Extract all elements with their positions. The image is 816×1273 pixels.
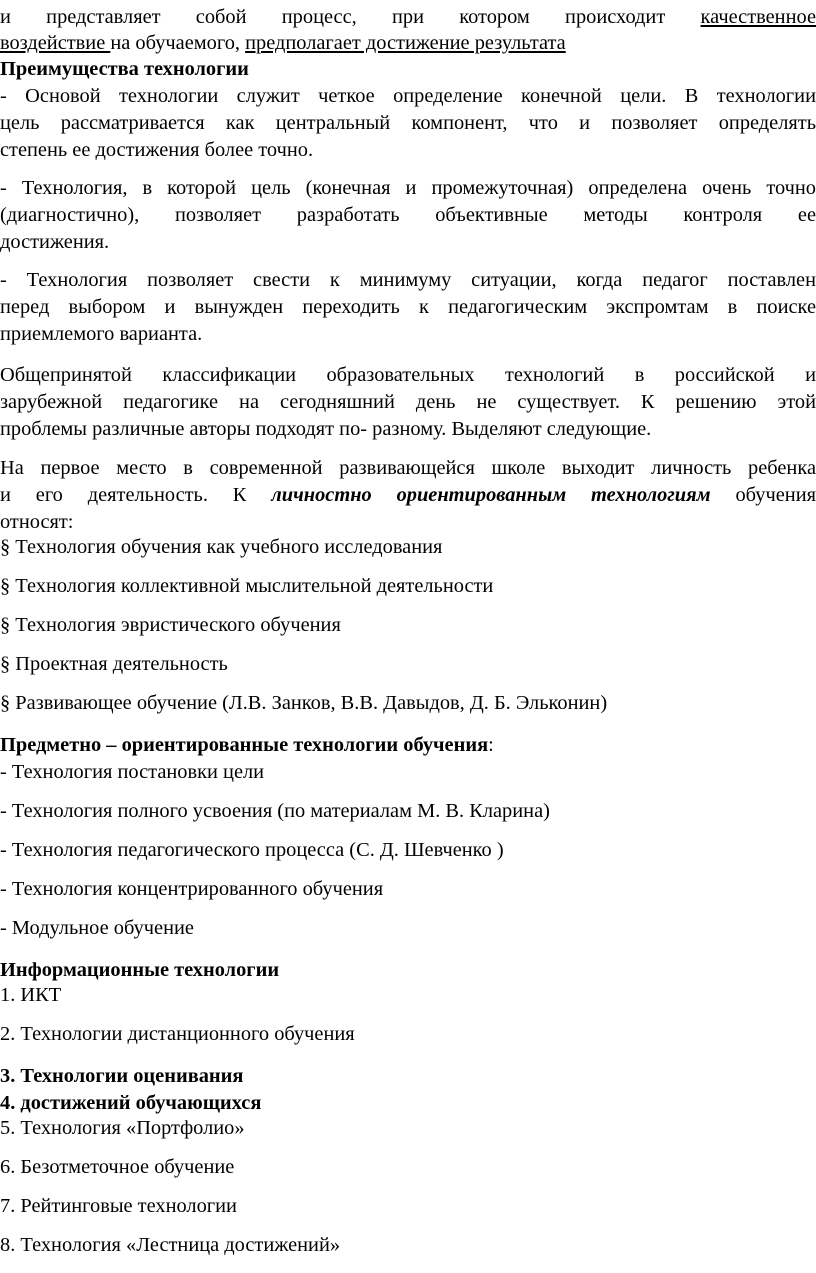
advantages-p1-line: цель рассматривается как центральный компонент, что и позволяет определять xyxy=(0,112,816,134)
advantages-p2-line: достижения. xyxy=(0,231,110,253)
personal-list-item: § Технология коллективной мыслительной деятельности xyxy=(0,575,494,597)
assessment-heading: 4. достижений обучающихся xyxy=(0,1092,262,1114)
classification-line: проблемы различные авторы подходят по- разному. Выделяют следующие. xyxy=(0,418,652,440)
info-heading: Информационные технологии xyxy=(0,959,280,981)
assessment-list-item: 5. Технология «Портфолио» xyxy=(0,1117,245,1139)
personal-list-item: § Технология обучения как учебного исследования xyxy=(0,536,443,558)
personal-list-item: § Проектная деятельность xyxy=(0,653,228,675)
assessment-list-item: 7. Рейтинговые технологии xyxy=(0,1195,237,1217)
subject-list-item: - Технология полного усвоения (по материалам М. В. Кларина) xyxy=(0,800,550,822)
subject-list-item: - Модульное обучение xyxy=(0,917,194,939)
classification-line: зарубежной педагогике на сегодняшний день не существует. К решению этой xyxy=(0,391,816,413)
personal-text: и его деятельность. К xyxy=(0,484,272,506)
advantages-p3-line: приемлемого варианта. xyxy=(0,323,203,345)
intro-text: на обучаемого, xyxy=(110,32,246,54)
advantages-p1-line: - Основой технологии служит четкое определение конечной цели. В технологии xyxy=(0,85,816,107)
subject-list-item: - Технология постановки цели xyxy=(0,761,265,783)
assessment-list-item: 8. Технология «Лестница достижений» xyxy=(0,1234,341,1256)
intro-line-2 xyxy=(0,30,816,56)
subject-heading-text: Предметно – ориентированные технологии обучения xyxy=(0,734,489,756)
classification-line: Общепринятой классификации образовательных технологий в российской и xyxy=(0,364,816,386)
personal-text: обучения xyxy=(710,484,816,506)
advantages-heading: Преимущества технологии xyxy=(0,58,249,80)
personal-emphasis: личностно ориентированным технологиям xyxy=(271,484,711,506)
intro-underlined-text: предполагает достижение результата xyxy=(245,32,566,54)
personal-list-item: § Технология эвристического обучения xyxy=(0,614,341,636)
personal-intro-line: относят: xyxy=(0,511,74,533)
subject-list-item: - Технология педагогического процесса (С. Д. Шевченко ) xyxy=(0,839,504,861)
intro-line-1 xyxy=(0,4,816,30)
subject-list-item: - Технология концентрированного обучения xyxy=(0,878,384,900)
advantages-p3-line: перед выбором и вынужден переходить к педагогическим экспромтам в поиске xyxy=(0,296,816,318)
personal-intro-line xyxy=(0,482,816,508)
advantages-p2-line: - Технология, в которой цель (конечная и промежуточная) определена очень точно xyxy=(0,177,816,199)
assessment-list-item: 6. Безотметочное обучение xyxy=(0,1156,235,1178)
subject-heading xyxy=(0,732,816,758)
intro-underlined-text: воздействие xyxy=(0,32,111,54)
personal-list-item: § Развивающее обучение (Л.В. Занков, В.В. Давыдов, Д. Б. Эльконин) xyxy=(0,692,608,714)
assessment-heading: 3. Технологии оценивания xyxy=(0,1065,244,1087)
info-list-item: 1. ИКТ xyxy=(0,984,62,1006)
info-list-item: 2. Технологии дистанционного обучения xyxy=(0,1023,355,1045)
personal-intro-line: На первое место в современной развивающейся школе выходит личность ребенка xyxy=(0,457,816,479)
advantages-p3-line: - Технология позволяет свести к минимуму ситуации, когда педагог поставлен xyxy=(0,269,816,291)
intro-text: и представляет собой процесс, при котором происходит xyxy=(0,6,701,28)
advantages-p1-line: степень ее достижения более точно. xyxy=(0,139,314,161)
subject-heading-suffix: : xyxy=(488,734,494,756)
advantages-p2-line: (диагностично), позволяет разработать объективные методы контроля ее xyxy=(0,204,816,226)
intro-underlined-text: качественное xyxy=(700,6,816,28)
